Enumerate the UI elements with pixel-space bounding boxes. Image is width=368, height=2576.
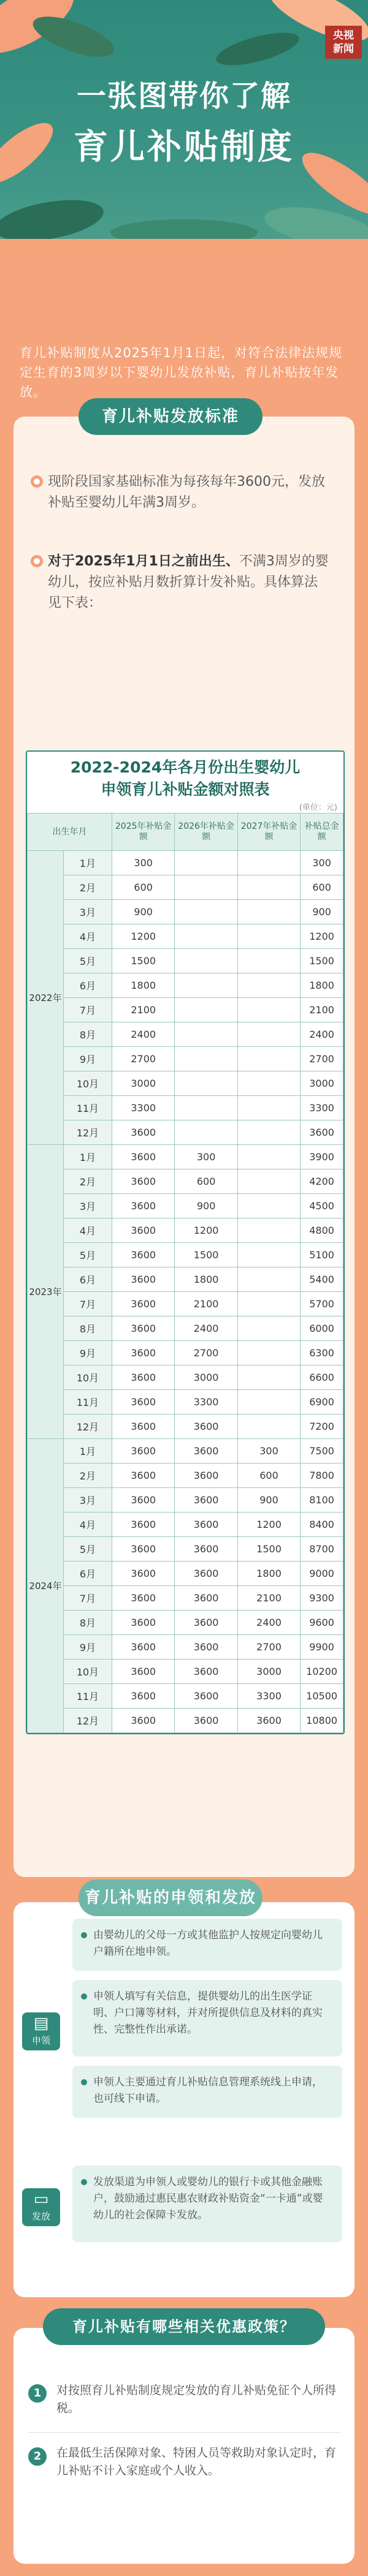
amount-cell: 3000 xyxy=(237,1660,300,1684)
month-cell: 9月 xyxy=(64,1635,112,1660)
table-row xyxy=(28,1267,343,1292)
amount-cell: 3600 xyxy=(112,1390,175,1415)
intro-text: 育儿补贴制度从2025年1月1日起，对符合法律法规规定生育的3周岁以下婴幼儿发放补贴，育儿补贴按年发放。 xyxy=(20,346,343,399)
amount-cell: 1500 xyxy=(112,949,175,973)
table-header-cell: 2026年补贴金额 xyxy=(175,814,237,851)
amount-cell xyxy=(175,949,237,973)
amount-cell xyxy=(237,1071,300,1096)
amount-cell: 1800 xyxy=(301,973,343,998)
amount-cell: 2400 xyxy=(301,1022,343,1047)
table-row xyxy=(28,949,343,973)
amount-cell: 1500 xyxy=(175,1243,237,1267)
month-cell: 6月 xyxy=(64,973,112,998)
amount-cell xyxy=(175,998,237,1022)
amount-cell: 2100 xyxy=(301,998,343,1022)
table-row xyxy=(28,1071,343,1096)
amount-cell xyxy=(175,973,237,998)
month-cell: 3月 xyxy=(64,900,112,924)
amount-cell: 3600 xyxy=(112,1439,175,1464)
card-icon: ▭ xyxy=(33,2190,49,2208)
amount-cell: 3600 xyxy=(175,1635,237,1660)
month-cell: 7月 xyxy=(64,998,112,1022)
amount-cell: 3600 xyxy=(112,1243,175,1267)
amount-cell: 1200 xyxy=(175,1218,237,1243)
table-row xyxy=(28,1586,343,1611)
amount-cell xyxy=(175,900,237,924)
amount-cell: 10500 xyxy=(301,1684,343,1709)
amount-cell xyxy=(237,1047,300,1071)
bullet-dot-icon xyxy=(81,1993,87,2000)
table-row xyxy=(28,1562,343,1586)
amount-cell: 3600 xyxy=(112,1120,175,1145)
amount-cell: 3600 xyxy=(175,1537,237,1562)
amount-cell xyxy=(237,1120,300,1145)
amount-cell: 8700 xyxy=(301,1537,343,1562)
issue-step: 发放渠道为申领人或婴幼儿的银行卡或其他金融账户，鼓励通过惠民惠农财政补贴资金“一卡通”或婴幼儿的社会保障卡发放。 xyxy=(72,2166,342,2242)
table-row xyxy=(28,1120,343,1145)
table-header-cell: 2027年补贴金额 xyxy=(237,814,300,851)
month-cell: 6月 xyxy=(64,1562,112,1586)
amount-cell xyxy=(175,1047,237,1071)
apply-step-3: 申领人主要通过育儿补贴信息管理系统线上申请，也可线下申请。 xyxy=(72,2066,342,2118)
amount-cell xyxy=(237,1096,300,1120)
month-cell: 12月 xyxy=(64,1120,112,1145)
amount-cell xyxy=(237,1316,300,1341)
amount-cell: 3600 xyxy=(301,1120,343,1145)
month-cell: 12月 xyxy=(64,1415,112,1439)
table-row xyxy=(28,1439,343,1464)
table-row xyxy=(28,1611,343,1635)
amount-cell: 6300 xyxy=(301,1341,343,1365)
amount-cell: 2400 xyxy=(112,1022,175,1047)
amount-cell xyxy=(175,1071,237,1096)
amount-cell xyxy=(237,1415,300,1439)
amount-cell xyxy=(237,900,300,924)
amount-cell: 600 xyxy=(237,1464,300,1488)
amount-cell xyxy=(175,1022,237,1047)
amount-cell: 3600 xyxy=(175,1415,237,1439)
table-row xyxy=(28,1660,343,1684)
amount-cell: 1200 xyxy=(237,1513,300,1537)
subsidy-table xyxy=(26,750,345,1734)
document-icon: ▤ xyxy=(33,2014,49,2033)
standard-bullet-2: 对于2025年1月1日之前出生、不满3周岁的婴幼儿，按应补贴月数折算计发补贴。具体算法见下表： xyxy=(48,551,330,614)
table-row xyxy=(28,1537,343,1562)
amount-cell: 8100 xyxy=(301,1488,343,1513)
amount-cell xyxy=(237,851,300,875)
amount-cell: 1200 xyxy=(112,924,175,949)
amount-cell xyxy=(237,949,300,973)
amount-cell: 3600 xyxy=(112,1415,175,1439)
policy-item-1: 对按照育儿补贴制度规定发放的育儿补贴免征个人所得税。 xyxy=(56,2384,337,2415)
amount-cell: 3600 xyxy=(175,1439,237,1464)
amount-cell: 1500 xyxy=(237,1537,300,1562)
month-cell: 10月 xyxy=(64,1660,112,1684)
month-cell: 4月 xyxy=(64,924,112,949)
month-cell: 2月 xyxy=(64,1464,112,1488)
month-cell: 8月 xyxy=(64,1316,112,1341)
amount-cell: 9600 xyxy=(301,1611,343,1635)
month-cell: 6月 xyxy=(64,1267,112,1292)
table-row xyxy=(28,1464,343,1488)
amount-cell: 5700 xyxy=(301,1292,343,1316)
amount-cell: 3600 xyxy=(175,1684,237,1709)
month-cell: 4月 xyxy=(64,1218,112,1243)
amount-cell: 4500 xyxy=(301,1194,343,1218)
amount-cell: 3600 xyxy=(112,1316,175,1341)
table-header-cell: 出生年月 xyxy=(28,814,112,851)
bullet-dot-icon xyxy=(31,555,43,567)
table-row xyxy=(28,1292,343,1316)
amount-cell: 2700 xyxy=(112,1047,175,1071)
bullet-dot-icon xyxy=(31,475,43,488)
month-cell: 3月 xyxy=(64,1488,112,1513)
amount-cell: 10800 xyxy=(301,1709,343,1733)
bullet-dot-icon xyxy=(81,2079,87,2085)
amount-cell: 4800 xyxy=(301,1218,343,1243)
amount-cell xyxy=(237,1292,300,1316)
month-cell: 7月 xyxy=(64,1292,112,1316)
brand-logo: 央视 新闻 xyxy=(325,26,362,59)
amount-cell: 7800 xyxy=(301,1464,343,1488)
year-cell: 2024年 xyxy=(28,1439,64,1733)
hero-banner xyxy=(0,0,368,239)
amount-cell: 4200 xyxy=(301,1169,343,1194)
table-row xyxy=(28,924,343,949)
table-row xyxy=(28,998,343,1022)
amount-cell: 2100 xyxy=(175,1292,237,1316)
amount-cell: 3600 xyxy=(112,1267,175,1292)
amount-cell: 6000 xyxy=(301,1316,343,1341)
table-row xyxy=(28,1243,343,1267)
table-row xyxy=(28,851,343,875)
standard-bullet-1: 现阶段国家基础标准为每孩每年3600元，发放补贴至婴幼儿年满3周岁。 xyxy=(48,472,330,513)
divider xyxy=(28,2432,341,2433)
amount-cell: 300 xyxy=(237,1439,300,1464)
apply-step-2: 申领人填写有关信息，提供婴幼儿的出生医学证明、户口簿等材料，并对所提供信息及材料的真实性、完整性作出承诺。 xyxy=(72,1980,342,2057)
amount-cell: 3600 xyxy=(112,1292,175,1316)
amount-cell: 900 xyxy=(175,1194,237,1218)
amount-cell: 2100 xyxy=(112,998,175,1022)
amount-cell: 3600 xyxy=(112,1635,175,1660)
month-cell: 11月 xyxy=(64,1684,112,1709)
amount-cell: 3300 xyxy=(112,1096,175,1120)
amount-cell: 3600 xyxy=(112,1365,175,1390)
amount-cell: 900 xyxy=(237,1488,300,1513)
page-title-line1: 一张图带你了解 xyxy=(76,79,291,113)
policy-number-1: 1 xyxy=(28,2384,47,2403)
amount-cell: 3600 xyxy=(112,1586,175,1611)
table-header-cell: 2025年补贴金额 xyxy=(112,814,175,851)
amount-cell: 3600 xyxy=(175,1611,237,1635)
amount-cell: 3600 xyxy=(175,1562,237,1586)
amount-cell: 3600 xyxy=(112,1145,175,1169)
amount-cell xyxy=(237,1365,300,1390)
amount-cell xyxy=(237,1022,300,1047)
table-title: 2022-2024年各月份出生婴幼儿 申领育儿补贴金额对照表 xyxy=(70,758,301,798)
month-cell: 9月 xyxy=(64,1341,112,1365)
amount-cell xyxy=(175,1096,237,1120)
amount-cell: 1800 xyxy=(112,973,175,998)
amount-cell xyxy=(237,1218,300,1243)
amount-cell: 8400 xyxy=(301,1513,343,1537)
year-cell: 2022年 xyxy=(28,851,64,1145)
month-cell: 2月 xyxy=(64,1169,112,1194)
amount-cell: 3600 xyxy=(175,1513,237,1537)
month-cell: 12月 xyxy=(64,1709,112,1733)
amount-cell: 3600 xyxy=(112,1611,175,1635)
amount-cell: 7200 xyxy=(301,1415,343,1439)
month-cell: 5月 xyxy=(64,949,112,973)
month-cell: 1月 xyxy=(64,1439,112,1464)
amount-cell xyxy=(175,924,237,949)
month-cell: 1月 xyxy=(64,1145,112,1169)
amount-cell xyxy=(175,1120,237,1145)
amount-cell: 600 xyxy=(112,875,175,900)
amount-cell: 3900 xyxy=(301,1145,343,1169)
amount-cell xyxy=(237,973,300,998)
amount-cell xyxy=(237,1169,300,1194)
table-row xyxy=(28,1415,343,1439)
amount-cell: 3300 xyxy=(237,1684,300,1709)
amount-cell: 3300 xyxy=(175,1390,237,1415)
apply-step-1: 由婴幼儿的父母一方或其他监护人按规定向婴幼儿户籍所在地申领。 xyxy=(72,1919,342,1971)
amount-cell: 3600 xyxy=(112,1218,175,1243)
amount-cell: 3600 xyxy=(112,1684,175,1709)
amount-cell xyxy=(237,1145,300,1169)
amount-cell: 300 xyxy=(301,851,343,875)
amount-cell: 3300 xyxy=(301,1096,343,1120)
apply-icon: ▤ 申领 xyxy=(22,2012,60,2050)
amount-cell: 2100 xyxy=(237,1586,300,1611)
table-row xyxy=(28,1169,343,1194)
bullet-dot-icon xyxy=(81,1932,87,1938)
amount-cell: 3600 xyxy=(112,1660,175,1684)
amount-cell: 600 xyxy=(301,875,343,900)
month-cell: 2月 xyxy=(64,875,112,900)
amount-cell: 6600 xyxy=(301,1365,343,1390)
amount-cell: 3600 xyxy=(112,1341,175,1365)
amount-cell: 3600 xyxy=(175,1488,237,1513)
amount-cell: 9900 xyxy=(301,1635,343,1660)
amount-cell: 7500 xyxy=(301,1439,343,1464)
month-cell: 5月 xyxy=(64,1243,112,1267)
month-cell: 10月 xyxy=(64,1071,112,1096)
section-heading-standard: 育儿补贴发放标准 xyxy=(79,398,263,435)
amount-cell: 3600 xyxy=(112,1537,175,1562)
amount-cell: 3600 xyxy=(175,1660,237,1684)
table-row xyxy=(28,1365,343,1390)
table-row xyxy=(28,1684,343,1709)
table-header-cell: 补贴总金额 xyxy=(301,814,343,851)
table-row xyxy=(28,1316,343,1341)
amount-cell: 6900 xyxy=(301,1390,343,1415)
table-row xyxy=(28,1194,343,1218)
amount-cell: 3000 xyxy=(301,1071,343,1096)
section-heading-policy: 育儿补贴有哪些相关优惠政策？ xyxy=(43,2308,325,2345)
amount-cell: 2400 xyxy=(237,1611,300,1635)
amount-cell xyxy=(237,875,300,900)
amount-cell: 2700 xyxy=(301,1047,343,1071)
amount-cell xyxy=(175,851,237,875)
amount-cell: 3600 xyxy=(112,1488,175,1513)
month-cell: 8月 xyxy=(64,1022,112,1047)
amount-cell: 1200 xyxy=(301,924,343,949)
amount-cell xyxy=(237,1194,300,1218)
amount-cell: 10200 xyxy=(301,1660,343,1684)
table-row xyxy=(28,1709,343,1733)
amount-cell: 2700 xyxy=(175,1341,237,1365)
policy-item-2: 在最低生活保障对象、特困人员等救助对象认定时，育儿补贴不计入家庭或个人收入。 xyxy=(56,2446,337,2477)
amount-cell: 3000 xyxy=(175,1365,237,1390)
amount-cell: 3600 xyxy=(112,1562,175,1586)
table-row xyxy=(28,1218,343,1243)
month-cell: 4月 xyxy=(64,1513,112,1537)
amount-cell: 9300 xyxy=(301,1586,343,1611)
amount-cell: 2700 xyxy=(237,1635,300,1660)
amount-cell: 900 xyxy=(112,900,175,924)
amount-cell: 3600 xyxy=(175,1586,237,1611)
amount-cell: 300 xyxy=(175,1145,237,1169)
amount-cell: 3600 xyxy=(112,1709,175,1733)
month-cell: 1月 xyxy=(64,851,112,875)
amount-cell: 3600 xyxy=(175,1709,237,1733)
year-cell: 2023年 xyxy=(28,1145,64,1439)
amount-cell: 3600 xyxy=(112,1169,175,1194)
table-row xyxy=(28,1145,343,1169)
amount-cell: 600 xyxy=(175,1169,237,1194)
month-cell: 10月 xyxy=(64,1365,112,1390)
amount-cell: 5100 xyxy=(301,1243,343,1267)
amount-cell xyxy=(237,924,300,949)
month-cell: 9月 xyxy=(64,1047,112,1071)
amount-cell xyxy=(237,1267,300,1292)
table-row xyxy=(28,1341,343,1365)
amount-cell: 2400 xyxy=(175,1316,237,1341)
table-unit: (单位：元) xyxy=(299,803,337,812)
amount-cell: 1800 xyxy=(237,1562,300,1586)
amount-cell xyxy=(237,1341,300,1365)
table-row xyxy=(28,875,343,900)
table-row xyxy=(28,1488,343,1513)
table-row xyxy=(28,1635,343,1660)
amount-cell: 3600 xyxy=(112,1194,175,1218)
policy-number-2: 2 xyxy=(28,2447,47,2466)
table-row xyxy=(28,1513,343,1537)
leaf-decoration xyxy=(0,0,368,239)
month-cell: 11月 xyxy=(64,1096,112,1120)
month-cell: 5月 xyxy=(64,1537,112,1562)
month-cell: 8月 xyxy=(64,1611,112,1635)
subsidy-grid xyxy=(27,813,343,1733)
amount-cell: 3600 xyxy=(175,1464,237,1488)
amount-cell: 1800 xyxy=(175,1267,237,1292)
amount-cell: 1500 xyxy=(301,949,343,973)
month-cell: 7月 xyxy=(64,1586,112,1611)
amount-cell: 900 xyxy=(301,900,343,924)
amount-cell: 3600 xyxy=(112,1464,175,1488)
amount-cell: 300 xyxy=(112,851,175,875)
table-row xyxy=(28,1390,343,1415)
amount-cell: 3000 xyxy=(112,1071,175,1096)
month-cell: 3月 xyxy=(64,1194,112,1218)
amount-cell xyxy=(237,998,300,1022)
section-heading-apply: 育儿补贴的申领和发放 xyxy=(79,1879,263,1916)
table-row xyxy=(28,1047,343,1071)
amount-cell: 3600 xyxy=(112,1513,175,1537)
table-row xyxy=(28,973,343,998)
amount-cell: 9000 xyxy=(301,1562,343,1586)
amount-cell: 5400 xyxy=(301,1267,343,1292)
amount-cell xyxy=(237,1243,300,1267)
bullet-dot-icon xyxy=(81,2179,87,2185)
amount-cell xyxy=(175,875,237,900)
amount-cell xyxy=(237,1390,300,1415)
table-row xyxy=(28,1096,343,1120)
amount-cell: 3600 xyxy=(237,1709,300,1733)
page-title-line2: 育儿补贴制度 xyxy=(74,127,294,167)
issue-icon: ▭ 发放 xyxy=(22,2188,60,2226)
month-cell: 11月 xyxy=(64,1390,112,1415)
table-row xyxy=(28,900,343,924)
table-row xyxy=(28,1022,343,1047)
